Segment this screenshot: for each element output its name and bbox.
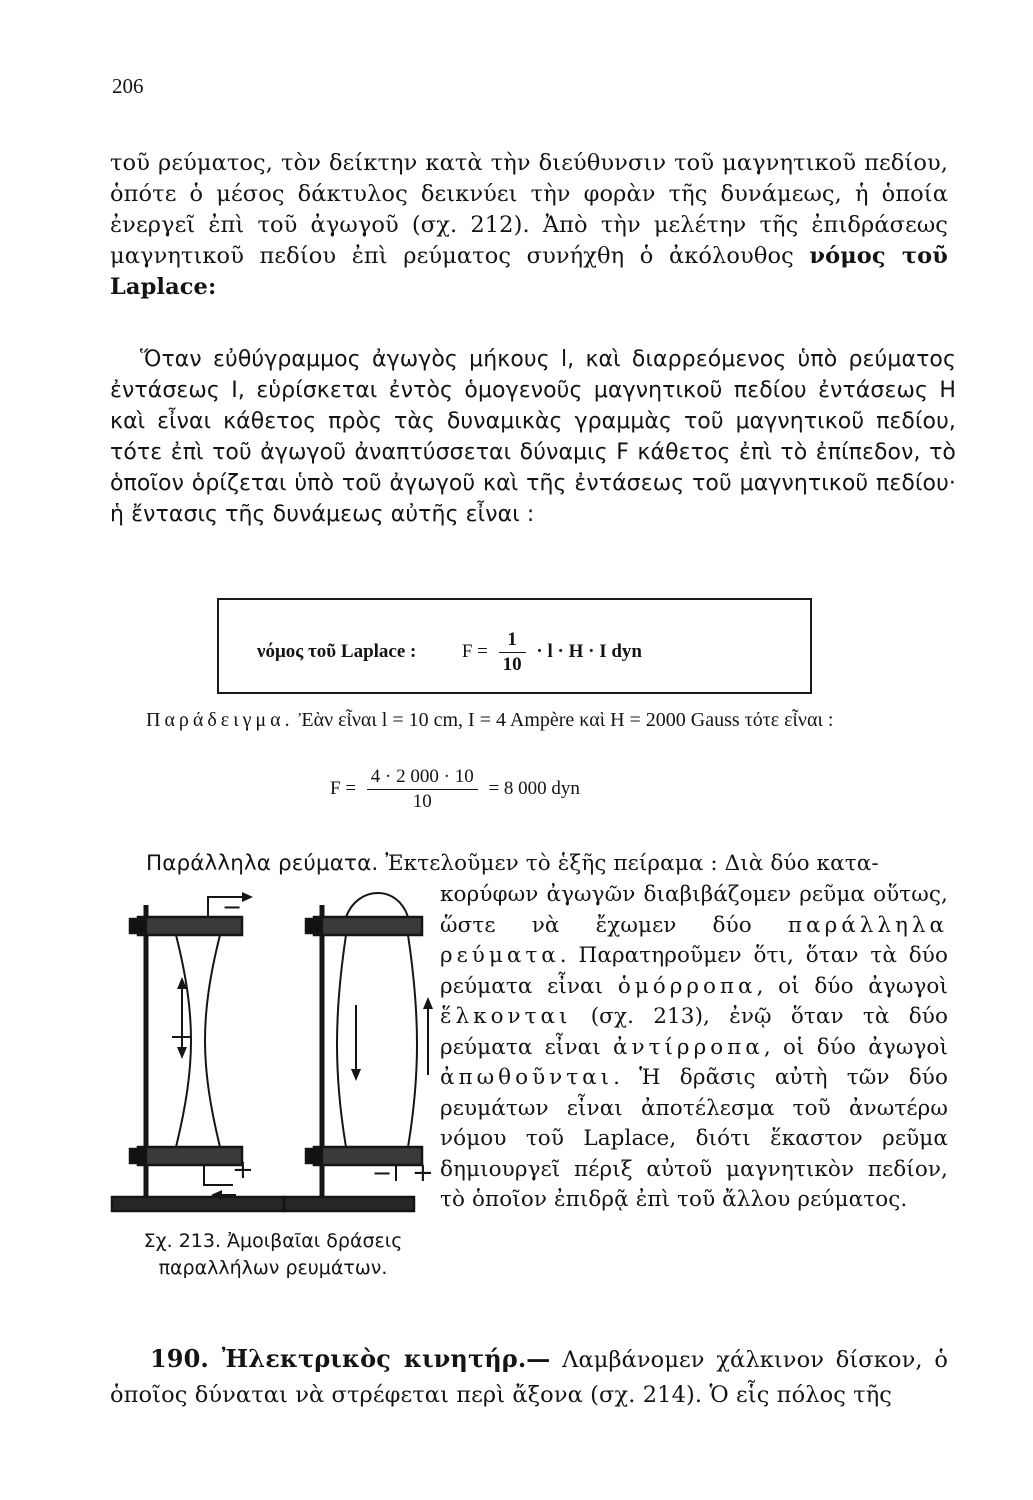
example-text: Ἐὰν εἶναι l = 10 cm, I = 4 Ampère καὶ H = 2000 Gauss τότε εἶναι :: [298, 709, 834, 731]
parallel-text-c: , οἱ δύο ἀγωγοὶ: [756, 973, 948, 999]
caption-line-2: παραλλήλων ρευμάτων.: [158, 1257, 388, 1279]
formula-lhs: F =: [461, 640, 488, 662]
figure-213-parallel-currents: [108, 885, 438, 1220]
formula-rhs: · l · H · I dyn: [536, 640, 643, 662]
formula-label: νόμος τοῦ Laplace :: [257, 640, 417, 662]
example-formula: [330, 766, 580, 813]
example-paragraph: [110, 707, 946, 734]
example-lhs: F =: [330, 777, 357, 799]
parallel-first-text: Ἐκτελοῦμεν τὸ ἑξῆς πείραμα : Διὰ δύο κατα-: [385, 851, 879, 876]
figure-caption: [108, 1228, 438, 1282]
parallel-text-f: . Ἡ δρᾶσις αὐτὴ τῶν δύο ρευμάτων εἶναι ἀποτέλεσμα τοῦ ἀνωτέρω νόμου τοῦ Laplace, διότι ἕκαστον ρεῦμα δημιουργεῖ πέριξ αὐτοῦ μαγνητικὸν πεδίον, τὸ ὁποῖον ἐπιδρᾷ ἐπὶ τοῦ ἄλλου ρεύματος.: [440, 1065, 948, 1212]
caption-line-1: Σχ. 213. Ἀμοιβαῖαι δράσεις: [143, 1230, 403, 1252]
right-top-clamp: [314, 917, 422, 935]
laplace-law-term: νόμος τοῦ Laplace:: [110, 243, 948, 300]
formula-numerator: 1: [499, 629, 526, 653]
left-conductor-b: [205, 935, 220, 1147]
term-opposite: ἀντίρροπα: [613, 1034, 764, 1060]
intro-paragraph: [110, 148, 948, 303]
page-number: 206: [112, 74, 144, 98]
right-plus-sign: +: [412, 1158, 434, 1188]
left-conductor-a: [176, 935, 191, 1147]
example-result: = 8 000 dyn: [488, 777, 580, 799]
parallel-text-d: (σχ. 213), ἐνῷ ὅταν τὰ δύο ρεύματα εἶναι: [440, 1004, 948, 1060]
law-statement: Ὅταν εὐθύγραμμος ἀγωγὸς μήκους l, καὶ διαρρεόμενος ὑπὸ ρεύματος ἐντάσεως I, εὑρίσκεται ἐντὸς ὁμογενοῦς μαγνητικοῦ πεδίου ἐντάσεως H καὶ εἶναι κάθετος πρὸς τὰς δυναμικὰς γραμμὰς τοῦ μαγνητικοῦ πεδίου, τότε ἐπὶ τοῦ ἀγωγοῦ ἀναπτύσσεται δύναμις F κάθετος ἐπὶ τὸ ἐπίπεδον, τὸ ὁποῖον ὁρίζεται ὑπὸ τοῦ ἀγωγοῦ καὶ τῆς ἐντάσεως τοῦ μαγνητικοῦ πεδίου· ἡ ἔντασις τῆς δυνάμεως αὐτῆς εἶναι :: [110, 347, 956, 527]
parallel-text-a: κορύφων ἀγωγῶν διαβιβάζομεν ρεῦμα οὕτως, ὥστε νὰ ἔχωμεν δύο: [440, 882, 948, 938]
parallel-first-line: [146, 848, 946, 879]
right-conductor-b: [408, 935, 417, 1147]
example-label: Παράδειγμα.: [146, 709, 294, 731]
right-conductor-a: [337, 935, 346, 1147]
left-minus-sign: −: [222, 893, 243, 921]
parallel-text-b: . Παρατηροῦμεν ὅτι, ὅταν τὰ δύο ρεύματα εἶναι: [440, 943, 948, 999]
term-parallel: παράλληλα ρεύματα: [440, 912, 949, 968]
example-numerator: 4 · 2 000 · 10: [367, 766, 478, 790]
term-same-direction: ὁμόρροπα: [617, 973, 757, 999]
section-190: [110, 1341, 948, 1413]
right-bottom-clamp: [314, 1147, 422, 1165]
example-denominator: 10: [412, 791, 432, 812]
parallel-column: [440, 880, 948, 1216]
right-minus-sign: −: [372, 1159, 393, 1187]
left-plus-sign: +: [232, 1155, 254, 1185]
right-base-plate: [284, 1197, 414, 1211]
left-bottom-clamp: [138, 1147, 242, 1165]
formula-denominator: 10: [502, 654, 522, 675]
parallel-heading: Παράλληλα ρεύματα.: [146, 851, 379, 876]
parallel-text-e: , οἱ δύο ἀγωγοὶ: [763, 1034, 948, 1060]
term-repel: ἀπωθοῦνται: [440, 1065, 614, 1090]
formula-box: [217, 598, 812, 694]
section-190-heading: 190. Ἠλεκτρικὸς κινητήρ.—: [150, 1344, 551, 1373]
term-attract: ἕλκονται: [440, 1004, 572, 1029]
left-base-plate: [112, 1197, 284, 1211]
intro-text: τοῦ ρεύματος, τὸν δείκτην κατὰ τὴν διεύθυνσιν τοῦ μαγνητικοῦ πεδίου, ὁπότε ὁ μέσος δάκτυλος δεικνύει τὴν φορὰν τῆς δυνάμεως, ἡ ὁποία ἐνεργεῖ ἐπὶ τοῦ ἀγωγοῦ (σχ. 212). Ἀπὸ τὴν μελέτην τῆς ἐπιδράσεως μαγνητικοῦ πεδίου ἐπὶ ρεύματος συνήχθη ὁ ἀκόλουθος: [110, 150, 948, 269]
section-190-text: Λαμβάνομεν χάλκινον δίσκον, ὁ ὁποῖος δύναται νὰ στρέφεται περὶ ἄξονα (σχ. 214). Ὁ εἷς πόλος τῆς: [110, 1347, 948, 1408]
